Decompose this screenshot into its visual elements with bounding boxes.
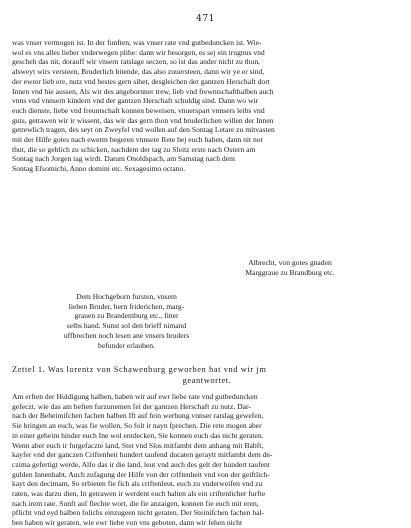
text-line: der ewrer lieb ere, nutz vnd bestes gern sihet, desgleichen der gantzen Herschaft dort: [12, 76, 270, 86]
text-line: ben haben wir geraten, wie ewr liebe von vns geboten, dann wir fehen nicht: [12, 518, 243, 528]
text-line: Am erften der Huldigung halben, haben wir auf ewr liebe rate vnd gutbeduncken: [12, 392, 258, 401]
address-line: befunder erlauben.: [98, 340, 155, 350]
text-line: kayt den decimam, So erbieten fie fich als criftenleut, euch zu vnderweifen vnd zu: [12, 479, 263, 489]
section-title: [12, 364, 402, 386]
text-line: Sie bringen an euch, was fie wollen, So folt ir nayn fprechen. Die rete mogen aber: [12, 421, 262, 431]
signature-line: Albrecht, von gotes gnaden: [248, 258, 332, 267]
text-line: gescheh das nit, dorauff wir vnsern ratslage seczen, so ist das ander nicht zu thun,: [12, 57, 261, 67]
signature-line: Marggraue zu Brandburg etc.: [245, 267, 335, 277]
text-line: euch dienste, liebe vnd freuntschaft konnen beweisen, vnuerspart vnnsers leibs vnd: [12, 105, 265, 115]
text-line: pflicht vnd eyd halben folichs einzugeen nicht geraten. Der Steinifchen fachen hal-: [12, 508, 265, 518]
address-line: uffbrechen noch lesen ane vnsers bruders: [63, 330, 190, 340]
text-line: nach irem rate. Sunft auf flechte wort, die fie anzaigen, konnen fie euch mit eren,: [12, 498, 259, 508]
text-line: czima gefertigt werde, Alfo das ir die land, leut vnd auch des gelt der hundert taufent: [12, 459, 270, 469]
address-line: Dem Hochgeborn fursten, vnsem: [76, 292, 177, 301]
page-number: 471: [196, 14, 215, 24]
text-line: raten, was darzu dien, In getrawen ir werdent euch halten als ein criftenlicher furfte: [12, 489, 266, 499]
text-line: Sontag Efsomichi, Anno domini etc. Sexagesimo octano.: [12, 164, 186, 174]
address-line: grauen zu Brandemburg etc., finer: [74, 311, 179, 321]
text-line: wol es vns alles lieber vnderwegen plibe: dann wir besorgen, es sej ein trugnus vnd: [12, 47, 265, 57]
section-body: [12, 392, 402, 528]
text-line: in einer geheim hinder euch Ine wol entdecken, Sie konnen euch das nicht geraten.: [12, 430, 264, 440]
text-line: gulden Innenhabt, Auch zufagung der Hilfe von der criftenheit vnd von der geiftlich-: [12, 469, 270, 479]
text-line: Sontag nach Jorgen tag wirdt. Datum Onoldspach, am Samstag nach dem: [12, 154, 235, 164]
text-line: vnns vnd vnnsern kindern vnd der gantzen Herschaft schuldig sind. Dann wo wir: [12, 96, 259, 106]
letter-body: [12, 38, 402, 174]
text-line: nach der Beheimifchen fachen halben Ift auf fein werbung vnnser ratslag gewefen,: [12, 411, 264, 421]
text-line: was vnser vermogen ist. In der funften, was vnser rate vnd gutbeduncken ist. Wie-: [12, 38, 262, 47]
text-line: mit der Hilfe gotes nach ewerm begeren vnnsere Rete bej euch haben, dann nit not: [12, 135, 263, 145]
text-line: getrewlich tragen, des seyt on Zweyfel vnd wollen auf den Sontag Letare zu mitvasten: [12, 125, 275, 135]
text-line: gefeczt, wie das am beften furzunemen fei der gantzen Herschaft zu nutz. Dar-: [12, 401, 251, 411]
address-block: [34, 292, 219, 350]
title-line: geantwortet.: [182, 376, 232, 385]
address-line: lieben Bruder, hern friderichen, marg-: [68, 301, 185, 311]
signature-block: [175, 258, 405, 277]
title-line: Zettel 1. Was lorentz von Schawenburg geworben hat vnd wir jm: [12, 365, 267, 374]
text-line: thut, die so geblich zu schicken, nachdem der tag zu Sleitz erste nach Ostern am: [12, 144, 256, 154]
text-line: kayfer vnd der ganczen Criftenheit hundert taufend ducaten geraytt mitfambt dem de-: [12, 450, 273, 460]
text-line: Wenn aber euch ir furgefaczte land, Stet vnd Slos mitfambt dem anhang mit Babft,: [12, 440, 264, 450]
text-line: guts, getrawen wir ir wissent, das wir das gern thon vnd bruderlichen willen der Innen: [12, 115, 274, 125]
text-line: alsweyt wirs versteen, Bruderlich bitende, das also zuuersteen, dann wir ye er sind,: [12, 67, 265, 77]
text-line: Innen vnd hie aussen, Als wir des angebornner trew, lieb vnd frewntschafthalben auch: [12, 86, 274, 96]
address-line: selbs hand. Sunst sol den brieff nimand: [66, 321, 187, 331]
